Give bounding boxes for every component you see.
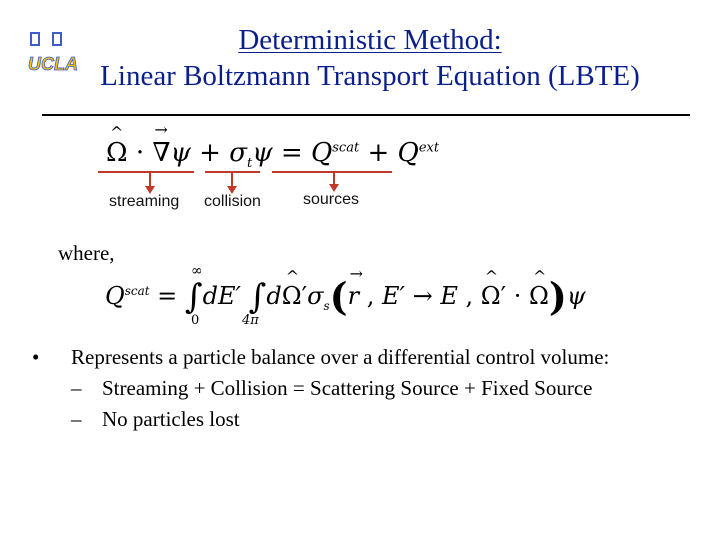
sources-label: sources — [303, 191, 360, 208]
streaming-label: streaming — [109, 193, 180, 210]
scatter-source-equation: $Q^{scat} = \int dE'$ ∫d^ $\Omega'\sigma_s(\to r$ , E′ → E , ^ Ω′ · ^ Ω)ψ — [105, 268, 586, 313]
bullet-sub-1-text: Streaming + Collision = Scattering Source + Fixed Source — [102, 376, 593, 400]
bullet-list — [30, 342, 670, 435]
bullet-sub-2-text: No particles lost — [102, 407, 240, 431]
lbte-equation: ^ Ω · → $\nabla\psi + \sigma_t\psi = Q^{scat} + Q^{ext}$ — [106, 138, 439, 171]
bullet-sub-1: – Streaming + Collision = Scattering Source + Fixed Source — [71, 376, 593, 400]
where-label: where, — [58, 241, 115, 265]
svg-text:UCLA: UCLA — [28, 54, 78, 74]
integral-lower-limit: 0 — [191, 313, 200, 328]
collision-label: collision — [204, 193, 261, 210]
bullet-main: • Represents a particle balance over a differential control volume: — [30, 342, 670, 373]
title-line-2: Linear Boltzmann Transport Equation (LBTE) — [100, 60, 640, 92]
title-line-1: Deterministic Method: — [238, 24, 502, 56]
bullet-sub-2: – No particles lost — [71, 407, 240, 431]
integral-upper-limit: ∞ — [191, 263, 203, 279]
integral-solid-angle-limit: 4π — [242, 313, 259, 328]
